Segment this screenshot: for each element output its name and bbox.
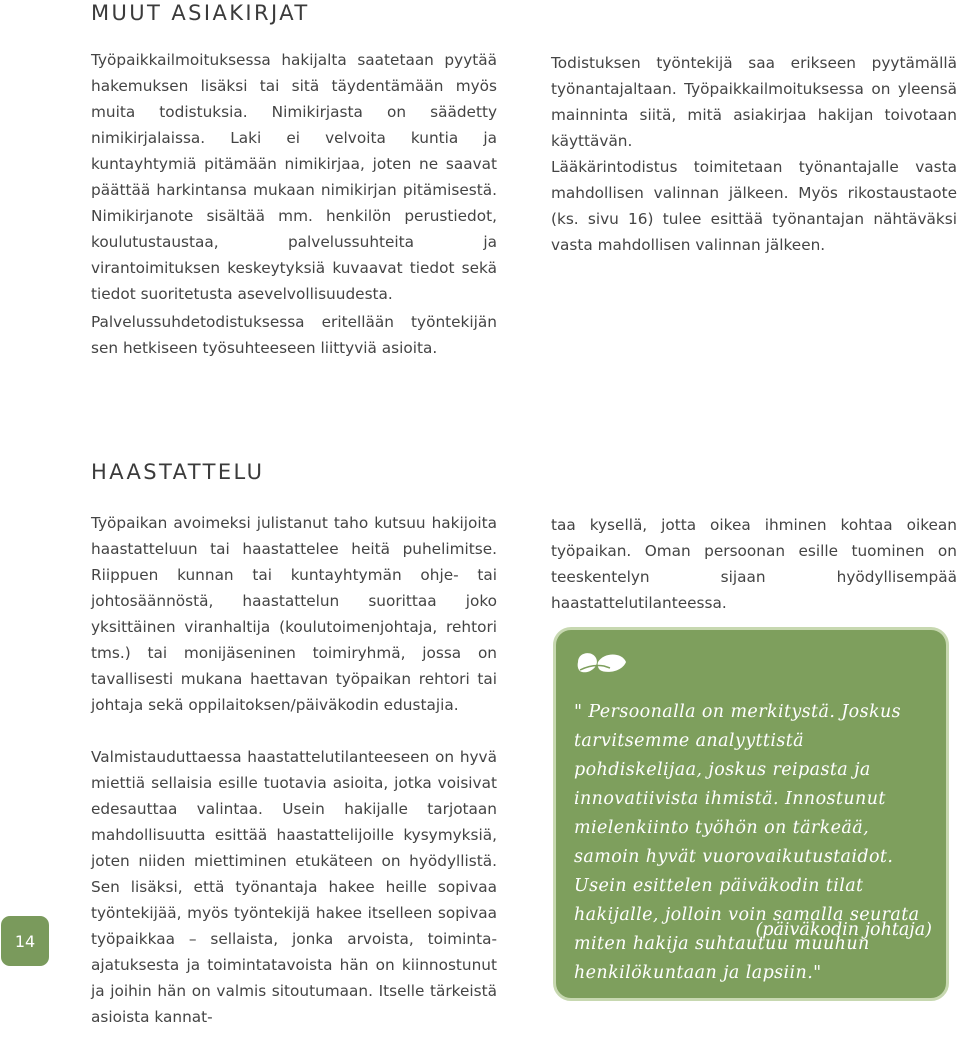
- quote-text: " Persoonalla on merkitystä. Joskus tarvitsemme analyyttistä pohdiskelijaa, joskus reipasta ja innovatiivista ihmistä. Innostunut mielenkiinto työhön on tärkeää, samoin hyvät vuorovaikutustaidot. Usein esittelen päiväkodin tilat hakijalle, jolloin voin samalla seurata miten hakija suhtautuu muuhun henkilökuntaan ja lapsiin.": [574, 702, 920, 983]
- haastattelu-right-paragraph-1: taa kysellä, jotta oikea ihminen kohtaa oikean työpaikan. Oman persoonan esille tuominen on teeskentelyn sijaan hyödyllisempää haastattelutilanteessa.: [551, 516, 957, 612]
- haastattelu-left-paragraph-1: Työpaikan avoimeksi julistanut taho kutsuu hakijoita haastatteluun tai haastattelee heitä puhelimitse. Riippuen kunnan tai kuntayhtymän ohje- tai johtosäännöstä, haastattelun suorittaa joko yksittäinen viranhaltija (koulutoimenjohtaja, rehtori tms.) tai monijäseninen toimiryhmä, jossa on tavallisesti mukana haettavan työpaikan rehtori tai johtaja sekä oppilaitoksen/päiväkodin edustajia.: [91, 514, 497, 714]
- muut-right-paragraph-2: Lääkärintodistus toimitetaan työnantajalle vasta mahdollisen valinnan jälkeen. Myös rikostaustaote (ks. sivu 16) tulee esittää työnantajan nähtäväksi vasta mahdollisen valinnan jälkeen.: [551, 158, 957, 254]
- haastattelu-left-paragraph-2: Valmistauduttaessa haastattelutilanteeseen on hyvä miettiä sellaisia esille tuotavia asioita, jotka voisivat edesauttaa valintaa. Usein hakijalle tarjotaan mahdollisuutta esittää haastattelijoille kysymyksiä, joten niiden miettiminen etukäteen on hyödyllistä. Sen lisäksi, että työnantaja hakee heille sopivaa työntekijää, myös työntekijä hakee itselleen sopivaa työpaikkaa – sellaista, jonka arvoista, toiminta-ajatuksesta ja toimintatavoista hän on kiinnostunut ja joihin hän on valmis sitoutumaan. Itselle tärkeistä asioista kannat-: [91, 748, 497, 1026]
- quote-author: (päiväkodin johtaja): [755, 920, 932, 940]
- page-number-badge: [1, 916, 49, 966]
- muut-right-paragraph-1: Todistuksen työntekijä saa erikseen pyytämällä työnantajaltaan. Työpaikkailmoituksessa on yleensä mainninta siitä, mitä asiakirjaa hakijan toivotaan käyttävän.: [551, 54, 957, 150]
- section-title-haastattelu: HAASTATTELU: [91, 460, 265, 484]
- muut-left-paragraph-2: Palvelussuhdetodistuksessa eritellään työntekijän sen hetkiseen työsuhteeseen liittyviä asioita.: [91, 313, 497, 357]
- muut-left-paragraph-1: Työpaikkailmoituksessa hakijalta saatetaan pyytää hakemuksen lisäksi tai sitä täydentämään myös muita todistuksia. Nimikirjasta on säädetty nimikirjalaissa. Laki ei velvoita kuntia ja kuntayhtymiä pitämään nimikirjaa, joten ne saavat päättää harkintansa mukaan nimikirjan pitämisestä. Nimikirjanote sisältää mm. henkilön perustiedot, koulutustaustaa, palvelussuhteita ja virantoimituksen keskeytyksiä kuvaavat tiedot sekä tiedot suoritetusta asevelvollisuudesta.: [91, 51, 497, 303]
- quote-box: [553, 627, 949, 1001]
- page-number: 14: [14, 931, 36, 951]
- section-title-muut-asiakirjat: MUUT ASIAKIRJAT: [91, 1, 310, 25]
- leaf-icon: [574, 648, 630, 678]
